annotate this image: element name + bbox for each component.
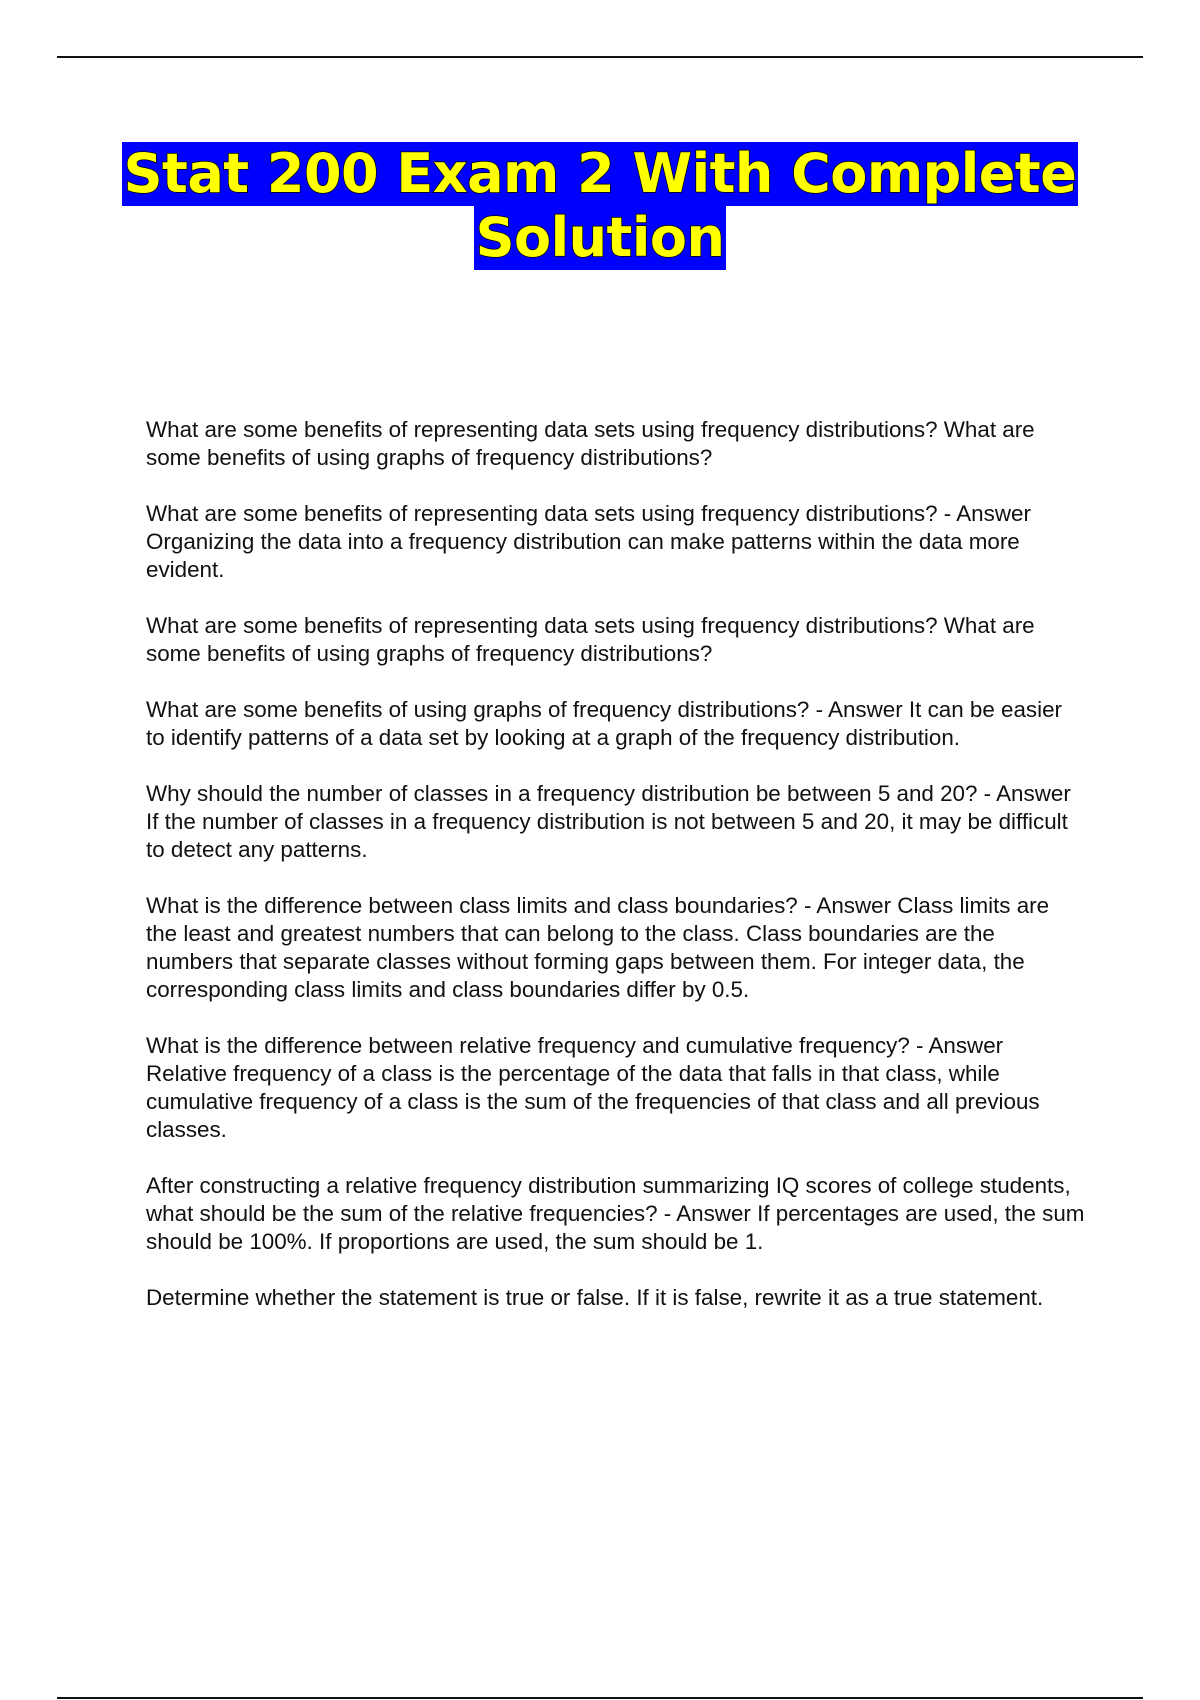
document-title	[0, 142, 1200, 270]
bottom-rule	[57, 1697, 1143, 1699]
paragraph-1: What are some benefits of representing data sets using frequency distributions? What are some benefits of using graphs of frequency distributions?	[146, 417, 1035, 470]
paragraph-9: Determine whether the statement is true or false. If it is false, rewrite it as a true statement.	[146, 1285, 1044, 1310]
paragraph-5: Why should the number of classes in a frequency distribution be between 5 and 20? - Answer If the number of classes in a frequency distribution is not between 5 and 20, it may be difficult to detect any patterns.	[146, 781, 1071, 862]
paragraph-7: What is the difference between relative frequency and cumulative frequency? - Answer Relative frequency of a class is the percentage of the data that falls in that class, while cumulative frequency of a class is the sum of the frequencies of that class and all previous classes.	[146, 1033, 1040, 1142]
paragraph-4: What are some benefits of using graphs of frequency distributions? - Answer It can be easier to identify patterns of a data set by looking at a graph of the frequency distribution.	[146, 697, 1063, 750]
paragraph-3: What are some benefits of representing data sets using frequency distributions? What are some benefits of using graphs of frequency distributions?	[146, 613, 1035, 666]
top-rule	[57, 56, 1143, 58]
title-line-2: Solution	[475, 206, 725, 269]
document-body	[146, 416, 1086, 1340]
paragraph-2: What are some benefits of representing data sets using frequency distributions? - Answer Organizing the data into a frequency distribution can make patterns within the data more evident.	[146, 501, 1031, 582]
paragraph-8: After constructing a relative frequency distribution summarizing IQ scores of college students, what should be the sum of the relative frequencies? - Answer If percentages are used, the sum should be 100%. If proportions are used, the sum should be 1.	[146, 1173, 1085, 1254]
paragraph-6: What is the difference between class limits and class boundaries? - Answer Class limits are the least and greatest numbers that can belong to the class. Class boundaries are the numbers that separate classes without forming gaps between them. For integer data, the corresponding class limits and class boundaries differ by 0.5.	[146, 893, 1050, 1002]
title-line-1: Stat 200 Exam 2 With Complete	[123, 142, 1077, 205]
